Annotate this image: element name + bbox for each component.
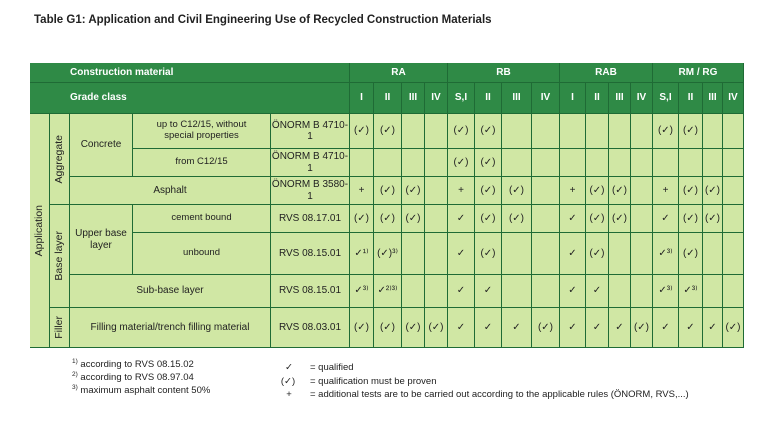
legend-symbol-additional-tests: + — [286, 389, 292, 400]
application-label — [30, 114, 50, 348]
qualification-cell: (✓) — [475, 233, 502, 275]
qualification-cell: (✓) — [374, 308, 402, 348]
qualification-cell: ✓ — [560, 205, 586, 233]
qualification-cell: (✓) — [586, 233, 609, 275]
qualification-cell — [703, 275, 723, 308]
footnote-text: maximum asphalt content 50% — [80, 385, 211, 397]
legend-text-additional-tests: = additional tests are to be carried out according to the applicable rules (ÖNORM, RVS,...) — [310, 389, 689, 400]
asphalt-label: Asphalt — [70, 177, 271, 205]
legend-symbol-qualified: ✓ — [285, 362, 293, 373]
qualification-cell: (✓) — [350, 308, 374, 348]
unbound-label: unbound — [133, 233, 271, 275]
qualification-cell: (✓) — [402, 177, 425, 205]
qualification-cell — [723, 114, 744, 149]
qualification-cell: ✓ — [448, 205, 475, 233]
grade-class-header: Grade class — [30, 83, 350, 114]
qualification-cell: ✓ — [448, 233, 475, 275]
sub-base-layer-label: Sub-base layer — [70, 275, 271, 308]
standard-cell: RVS 08.15.01 — [271, 275, 350, 308]
qualification-cell: (✓) — [609, 177, 631, 205]
qualification-cell: (✓) — [475, 149, 502, 177]
application-label-text: Application — [33, 204, 46, 257]
qualification-cell: (✓) — [679, 205, 703, 233]
qualification-cell — [425, 149, 448, 177]
qualification-cell — [723, 275, 744, 308]
qualification-cell: (✓) — [532, 308, 560, 348]
qualification-cell: (✓) — [502, 205, 532, 233]
standard-cell: ÖNORM B 3580-1 — [271, 177, 350, 205]
group-header-rab: RAB — [560, 63, 653, 83]
qualification-cell — [560, 149, 586, 177]
qualification-cell: ✓²⁾³⁾ — [374, 275, 402, 308]
qualification-cell — [350, 149, 374, 177]
qualification-cell: (✓) — [609, 205, 631, 233]
qualification-cell: ✓³⁾ — [653, 275, 679, 308]
qualification-cell — [532, 114, 560, 149]
base-layer-label — [50, 205, 70, 308]
legend-text-must-be-proven: = qualification must be proven — [310, 376, 437, 387]
qualification-cell — [609, 233, 631, 275]
qualification-cell — [723, 177, 744, 205]
aggregate-label-text: Aggregate — [53, 134, 66, 184]
qualification-cell: (✓) — [703, 205, 723, 233]
qualification-cell — [425, 114, 448, 149]
qualification-cell — [402, 275, 425, 308]
class-header: II — [679, 83, 703, 114]
qualification-cell: (✓) — [402, 308, 425, 348]
class-header: IV — [723, 83, 744, 114]
qualification-cell — [631, 205, 653, 233]
concrete-label: Concrete — [70, 114, 133, 177]
filling-material-label: Filling material/trench filling material — [70, 308, 271, 348]
qualification-cell — [425, 205, 448, 233]
qualification-cell: (✓) — [425, 308, 448, 348]
qualification-cell: ✓³⁾ — [653, 233, 679, 275]
standard-cell: RVS 08.03.01 — [271, 308, 350, 348]
qualification-cell — [609, 275, 631, 308]
class-header: II — [586, 83, 609, 114]
qualification-cell — [586, 114, 609, 149]
class-header: S,I — [653, 83, 679, 114]
qualification-cell: + — [560, 177, 586, 205]
qualification-cell — [374, 149, 402, 177]
concrete-up-to-c12-label: up to C12/15, without special properties — [133, 114, 271, 149]
legend-symbol-must-be-proven: (✓) — [280, 376, 296, 387]
footnote-2 — [72, 371, 194, 383]
qualification-cell: ✓ — [586, 275, 609, 308]
class-header: I — [560, 83, 586, 114]
footnote-1 — [72, 358, 194, 370]
qualification-cell — [425, 233, 448, 275]
qualification-cell — [402, 149, 425, 177]
standard-cell: RVS 08.15.01 — [271, 233, 350, 275]
legend-text-qualified: = qualified — [310, 362, 354, 373]
standard-cell: RVS 08.17.01 — [271, 205, 350, 233]
qualification-cell — [723, 205, 744, 233]
qualification-cell — [609, 149, 631, 177]
qualification-cell — [631, 149, 653, 177]
class-header: IV — [425, 83, 448, 114]
standard-cell: ÖNORM B 4710-1 — [271, 114, 350, 149]
qualification-cell: (✓)³⁾ — [374, 233, 402, 275]
qualification-cell — [631, 114, 653, 149]
construction-material-header: Construction material — [30, 63, 350, 83]
qualification-cell: (✓) — [653, 114, 679, 149]
qualification-cell — [502, 114, 532, 149]
qualification-cell: (✓) — [631, 308, 653, 348]
qualification-cell: (✓) — [679, 177, 703, 205]
concrete-from-c12-label: from C12/15 — [133, 149, 271, 177]
qualification-cell: (✓) — [586, 177, 609, 205]
class-header: III — [402, 83, 425, 114]
filler-label — [50, 308, 70, 348]
qualification-cell: ✓ — [475, 275, 502, 308]
qualification-cell — [425, 275, 448, 308]
qualification-cell — [631, 233, 653, 275]
qualification-cell: (✓) — [703, 177, 723, 205]
qualification-cell: (✓) — [350, 205, 374, 233]
qualification-cell — [703, 149, 723, 177]
class-header: IV — [631, 83, 653, 114]
qualification-cell — [532, 205, 560, 233]
qualification-cell — [653, 149, 679, 177]
qualification-cell: (✓) — [448, 149, 475, 177]
footnote-number: 1) — [72, 358, 78, 365]
class-header: II — [374, 83, 402, 114]
standard-cell: ÖNORM B 4710-1 — [271, 149, 350, 177]
qualification-cell: (✓) — [374, 114, 402, 149]
qualification-cell — [532, 177, 560, 205]
qualification-cell: (✓) — [679, 233, 703, 275]
qualification-cell: ✓ — [586, 308, 609, 348]
qualification-cell: + — [448, 177, 475, 205]
qualification-cell: ✓ — [679, 308, 703, 348]
qualification-cell: ✓ — [609, 308, 631, 348]
qualification-cell: + — [350, 177, 374, 205]
footnote-3 — [72, 384, 210, 396]
qualification-cell — [703, 114, 723, 149]
qualification-cell: ✓ — [703, 308, 723, 348]
qualification-cell — [631, 275, 653, 308]
qualification-cell: (✓) — [475, 177, 502, 205]
qualification-cell — [631, 177, 653, 205]
qualification-cell — [703, 233, 723, 275]
qualification-cell: ✓³⁾ — [350, 275, 374, 308]
class-header: II — [475, 83, 502, 114]
group-header-rm-rg: RM / RG — [653, 63, 744, 83]
qualification-cell — [425, 177, 448, 205]
qualification-cell: ✓¹⁾ — [350, 233, 374, 275]
qualification-cell: ✓ — [653, 205, 679, 233]
qualification-cell: ✓ — [653, 308, 679, 348]
qualification-cell: (✓) — [374, 177, 402, 205]
qualification-cell — [532, 233, 560, 275]
qualification-cell: ✓ — [560, 275, 586, 308]
qualification-cell — [586, 149, 609, 177]
qualification-cell: (✓) — [502, 177, 532, 205]
qualification-cell — [402, 114, 425, 149]
qualification-cell: (✓) — [402, 205, 425, 233]
footnote-number: 3) — [72, 384, 78, 391]
qualification-cell: ✓ — [560, 308, 586, 348]
qualification-cell: (✓) — [448, 114, 475, 149]
qualification-cell: + — [653, 177, 679, 205]
qualification-cell: ✓ — [502, 308, 532, 348]
qualification-cell — [502, 233, 532, 275]
qualification-cell: (✓) — [350, 114, 374, 149]
qualification-cell — [502, 275, 532, 308]
qualification-cell: ✓ — [448, 275, 475, 308]
footnote-text: according to RVS 08.15.02 — [80, 359, 194, 371]
class-header: III — [609, 83, 631, 114]
qualification-cell: (✓) — [475, 205, 502, 233]
qualification-cell: (✓) — [374, 205, 402, 233]
qualification-cell — [532, 149, 560, 177]
table-caption: Table G1: Application and Civil Engineering Use of Recycled Construction Materials — [34, 14, 492, 26]
qualification-cell: ✓ — [475, 308, 502, 348]
class-header: IV — [532, 83, 560, 114]
qualification-cell: ✓³⁾ — [679, 275, 703, 308]
qualification-cell — [402, 233, 425, 275]
materials-table — [30, 63, 744, 348]
qualification-cell — [560, 114, 586, 149]
qualification-cell: (✓) — [679, 114, 703, 149]
base-layer-label-text: Base layer — [53, 231, 66, 281]
footnote-number: 2) — [72, 371, 78, 378]
qualification-cell — [723, 233, 744, 275]
qualification-cell: (✓) — [586, 205, 609, 233]
qualification-cell: (✓) — [475, 114, 502, 149]
qualification-cell — [502, 149, 532, 177]
footnote-text: according to RVS 08.97.04 — [80, 372, 194, 384]
aggregate-label — [50, 114, 70, 205]
qualification-cell — [609, 114, 631, 149]
filler-label-text: Filler — [53, 316, 66, 339]
qualification-cell — [723, 149, 744, 177]
cement-bound-label: cement bound — [133, 205, 271, 233]
qualification-cell: ✓ — [560, 233, 586, 275]
qualification-cell: ✓ — [448, 308, 475, 348]
class-header: III — [502, 83, 532, 114]
class-header: I — [350, 83, 374, 114]
class-header: S,I — [448, 83, 475, 114]
qualification-cell: (✓) — [723, 308, 744, 348]
qualification-cell — [532, 275, 560, 308]
qualification-cell — [679, 149, 703, 177]
class-header: III — [703, 83, 723, 114]
group-header-ra: RA — [350, 63, 448, 83]
upper-base-layer-label: Upper base layer — [70, 205, 133, 275]
group-header-rb: RB — [448, 63, 560, 83]
